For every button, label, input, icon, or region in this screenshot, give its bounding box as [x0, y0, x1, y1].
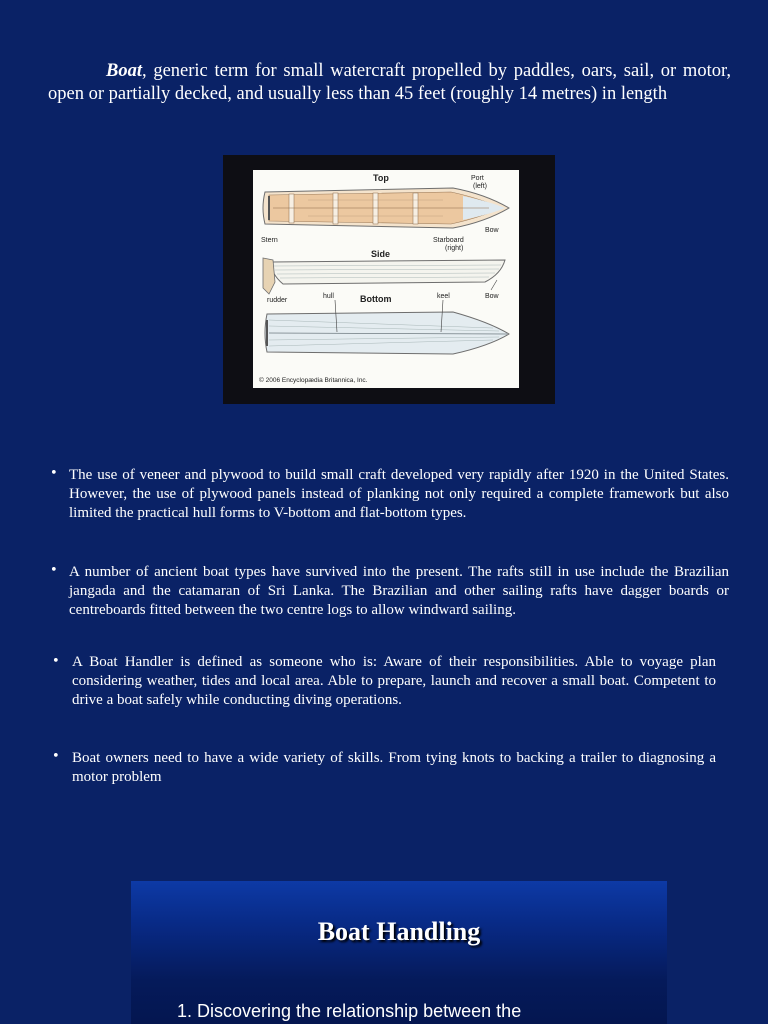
- bullet-item: A Boat Handler is defined as someone who is: Aware of their responsibilities. Able to voyage plan considering weather, tides and local area. Able to prepare, launch and recover a small boat. Competent to drive a boat safely while conducting diving operations.: [72, 654, 716, 709]
- label-bow-side: Bow: [485, 293, 499, 300]
- boat-diagram-frame: [223, 155, 555, 404]
- rudder-shape: [263, 258, 275, 294]
- label-rudder: rudder: [267, 297, 288, 304]
- bullet-item: The use of veneer and plywood to build small craft developed very rapidly after 1920 in the United States. However, the use of plywood panels instead of planking not only required a complete framework but also limited the practical hull forms to V-bottom and flat-bottom types.: [69, 467, 729, 522]
- bullet-marker: •: [50, 563, 58, 578]
- boat-diagram: [253, 170, 519, 388]
- bullet-item: A number of ancient boat types have survived into the present. The rafts still in use include the Brazilian jangada and the catamaran of Sri Lanka. The Brazilian and other sailing rafts have dagger boards or centreboards fitted between the two centre logs to allow windward sailing.: [69, 564, 729, 619]
- label-top: Top: [373, 173, 389, 183]
- bullet-marker: •: [52, 749, 60, 764]
- boat-side-view: [271, 260, 505, 284]
- label-hull: hull: [323, 293, 334, 300]
- label-bow-top: Bow: [485, 227, 499, 234]
- slide-preview: [131, 881, 667, 1024]
- label-port: Port: [471, 175, 484, 182]
- label-keel: keel: [437, 293, 450, 300]
- label-starboard-sub: (right): [445, 245, 464, 252]
- label-starboard: Starboard: [433, 237, 464, 244]
- slide-list-item: 1. Discovering the relationship between the: [177, 1001, 522, 1021]
- bullet-marker: •: [50, 466, 58, 481]
- bullet-item: Boat owners need to have a wide variety of skills. From tying knots to backing a trailer to diagnosing a motor problem: [72, 750, 716, 786]
- label-port-sub: (left): [473, 183, 487, 190]
- figure-credit: © 2006 Encyclopædia Britannica, Inc.: [259, 377, 368, 384]
- intro-definition: , generic term for small watercraft propelled by paddles, oars, sail, or motor, open or partially decked, and usually less than 45 feet (roughly 14 metres) in length: [48, 61, 731, 104]
- bullet-marker: •: [52, 654, 60, 669]
- label-stern: Stern: [261, 237, 278, 244]
- intro-paragraph: [48, 60, 731, 106]
- boat-diagram-svg: [253, 170, 519, 388]
- label-bottom: Bottom: [360, 294, 392, 304]
- slide-title: Boat Handling: [317, 917, 481, 946]
- intro-term: Boat: [106, 61, 142, 81]
- label-side: Side: [371, 249, 391, 259]
